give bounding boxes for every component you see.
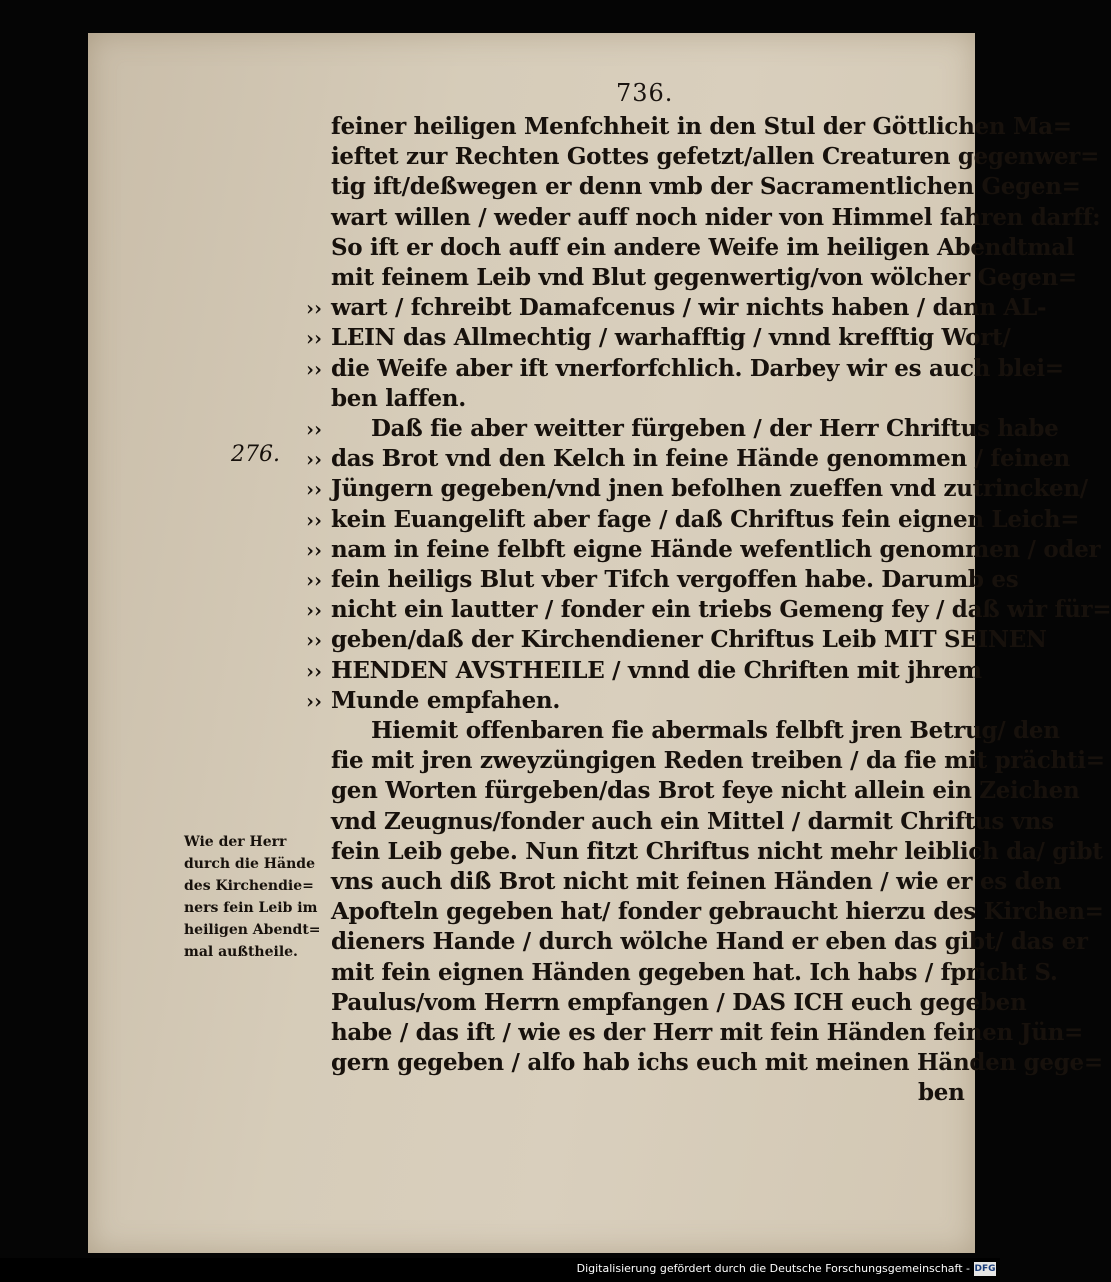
text-line: kein Euangelift aber fage / daß Chriftus fein eignen Leich= [331,506,1080,533]
quote-mark [306,1048,328,1078]
quote-mark: ›› [306,538,322,562]
margin-note [184,831,334,963]
text-line: LEIN das Allmechtig / warhafftig / vnnd krefftig Wort/ [331,324,1011,351]
catchword: ben [918,1079,965,1106]
book-page [88,33,1111,1253]
text-line: Daß fie aber weitter fürgeben / der Herr Chriftus habe [371,415,1059,442]
text-line: fein Leib gebe. Nun fitzt Chriftus nicht mehr leiblich da/ gibt [331,838,1103,865]
text-line: mit feinem Leib vnd Blut gegenwertig/von wölcher Gegen= [331,264,1077,291]
quote-mark: ›› [306,296,322,320]
quote-mark: ›› [306,477,322,501]
quote-mark [306,716,328,746]
text-line: So ift er doch auff ein andere Weife im heiligen Abendtmal [331,234,1075,261]
text-line: gern gegeben / alfo hab ichs euch mit meinen Händen gege= [331,1049,1103,1076]
text-line: ben laffen. [331,385,466,412]
text-line: mit fein eignen Händen gegeben hat. Ich habs / fpricht S. [331,959,1058,986]
page-number: 736. [616,79,674,107]
text-line: HENDEN AVSTHEILE / vnnd die Chriften mit jhrem [331,657,982,684]
text-line: habe / das ift / wie es der Herr mit fein Händen feinen Jün= [331,1019,1084,1046]
margin-note-line: heiligen Abendt= [184,922,321,938]
text-line: Munde empfahen. [331,687,561,714]
footer-bar [0,1258,1000,1282]
quote-mark [306,384,328,414]
quote-mark: ›› [306,598,322,622]
quote-mark: ›› [306,508,322,532]
text-line: feiner heiligen Menfchheit in den Stul der Göttlichen Ma= [331,113,1072,140]
quote-mark [306,746,328,776]
footer-credit: Digitalisierung gefördert durch die Deutsche Forschungsgemeinschaft - [576,1262,970,1275]
quote-mark [306,233,328,263]
text-line: Apofteln gegeben hat/ fonder gebraucht hierzu des Kirchen= [331,898,1104,925]
quote-mark: ›› [306,326,322,350]
text-line: wart willen / weder auff noch nider von Himmel fahren darff: [331,204,1101,231]
quote-mark [306,988,328,1018]
quote-mark: ›› [306,689,322,713]
quote-mark [306,1018,328,1048]
quote-mark [306,172,328,202]
margin-note-line: ners fein Leib im [184,900,318,916]
text-line: vnd Zeugnus/fonder auch ein Mittel / darmit Chriftus vns [331,808,1054,835]
text-line: geben/daß der Kirchendiener Chriftus Leib MIT SEINEN [331,626,1047,653]
quote-mark: ›› [306,417,322,441]
quote-mark: ›› [306,628,322,652]
text-line: dieners Hande / durch wölche Hand er eben das gibt/ das er [331,928,1088,955]
text-line: tig ift/deßwegen er denn vmb der Sacramentlichen Gegen= [331,173,1081,200]
margin-note-line: mal außtheile. [184,944,298,960]
quote-mark [306,776,328,806]
text-line: nicht ein lautter / fonder ein triebs Gemeng fey / daß wir für= [331,596,1111,623]
quote-mark: ›› [306,659,322,683]
quote-mark [306,203,328,233]
text-line: die Weife aber ift vnerforfchlich. Darbey wir es auch blei= [331,355,1064,382]
text-line: ieftet zur Rechten Gottes gefetzt/allen Creaturen gegenwer= [331,143,1100,170]
text-line: nam in feine felbft eigne Hände wefentlich genommen / oder [331,536,1101,563]
text-line: fein heiligs Blut vber Tifch vergoffen habe. Darumb es [331,566,1019,593]
text-line: Jüngern gegeben/vnd jnen befolhen zueffen vnd zutrincken/ [331,475,1088,502]
margin-note-line: Wie der Herr [184,834,287,850]
quote-mark [306,112,328,142]
quote-mark [306,142,328,172]
text-line: das Brot vnd den Kelch in feine Hände genommen / feinen [331,445,1070,472]
quote-mark: ›› [306,447,322,471]
text-line: Paulus/vom Herrn empfangen / DAS ICH euch gegeben [331,989,1027,1016]
margin-note-line: des Kirchendie= [184,878,314,894]
text-line: gen Worten fürgeben/das Brot feye nicht allein ein Zeichen [331,777,1080,804]
text-line: Hiemit offenbaren fie abermals felbft jren Betrug/ den [371,717,1060,744]
dfg-logo: DFG [974,1264,996,1274]
margin-note-line: durch die Hände [184,856,315,872]
text-line: wart / fchreibt Damafcenus / wir nichts haben / dann AL- [331,294,1047,321]
quote-mark: ›› [306,568,322,592]
text-line: fie mit jren zweyzüngigen Reden treiben / da fie mit prächti= [331,747,1105,774]
quote-mark [306,263,328,293]
quote-mark: ›› [306,357,322,381]
text-line: vns auch diß Brot nicht mit feinen Händen / wie er es den [331,868,1062,895]
margin-reference-number: 276. [231,442,280,467]
